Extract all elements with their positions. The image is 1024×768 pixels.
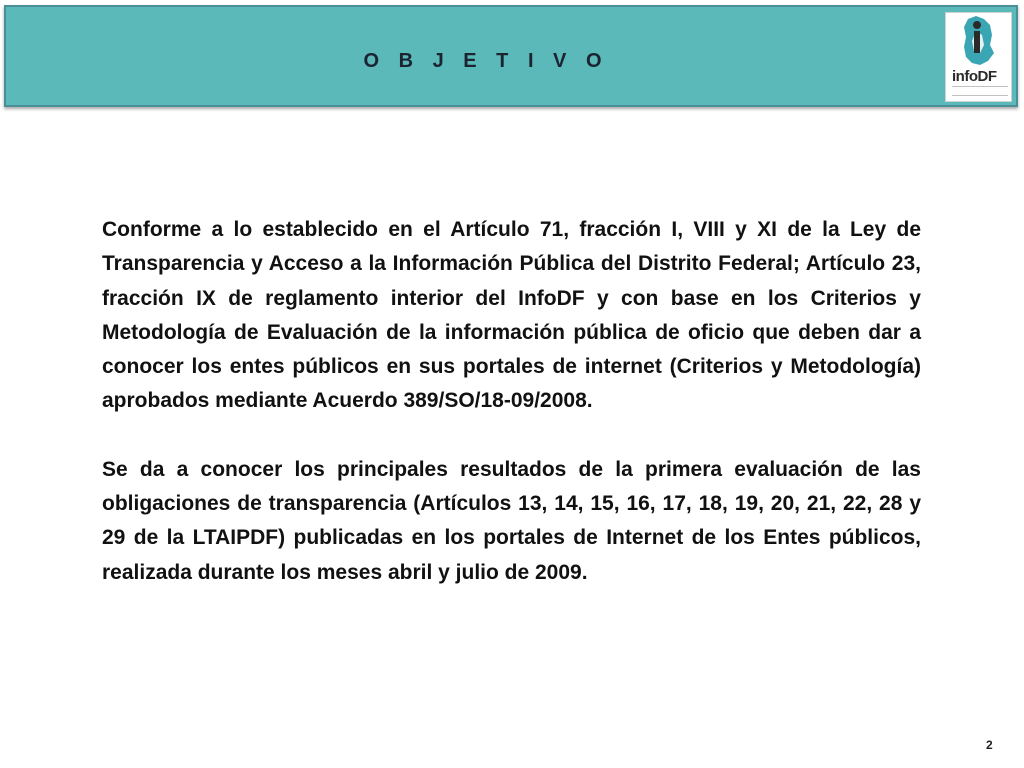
paragraph-results: Se da a conocer los principales resultados de la primera evaluación de las obligaciones de transparencia (Artículos 13, 14, 15, 16, 17, 18, 19, 20, 21, 22, 28 y 29 de la LTAIPDF) publicadas en los portales de Internet de los Entes públicos, realizada durante los meses abril y julio de 2009. [102, 457, 921, 584]
header-band [4, 5, 1018, 107]
logo-caption-lines [952, 86, 1008, 96]
logo-wordmark: infoDF [952, 68, 997, 85]
objective-body [102, 213, 921, 590]
infodf-logo [945, 12, 1012, 102]
paragraph-legal-basis: Conforme a lo establecido en el Artículo 71, fracción I, VIII y XI de la Ley de Transparencia y Acceso a la Información Pública del Distrito Federal; Artículo 23, fracción IX de reglamento interior del InfoDF y con base en los Criterios y Metodología de Evaluación de la información pública de oficio que deben dar a conocer los entes públicos en sus portales de internet (Criterios y Metodología) aprobados mediante Acuerdo 389/SO/18-09/2008. [102, 218, 921, 413]
page-title: O B J E T I V O [363, 50, 609, 72]
infodf-logo-icon [946, 13, 1011, 71]
page-number: 2 [986, 738, 993, 752]
